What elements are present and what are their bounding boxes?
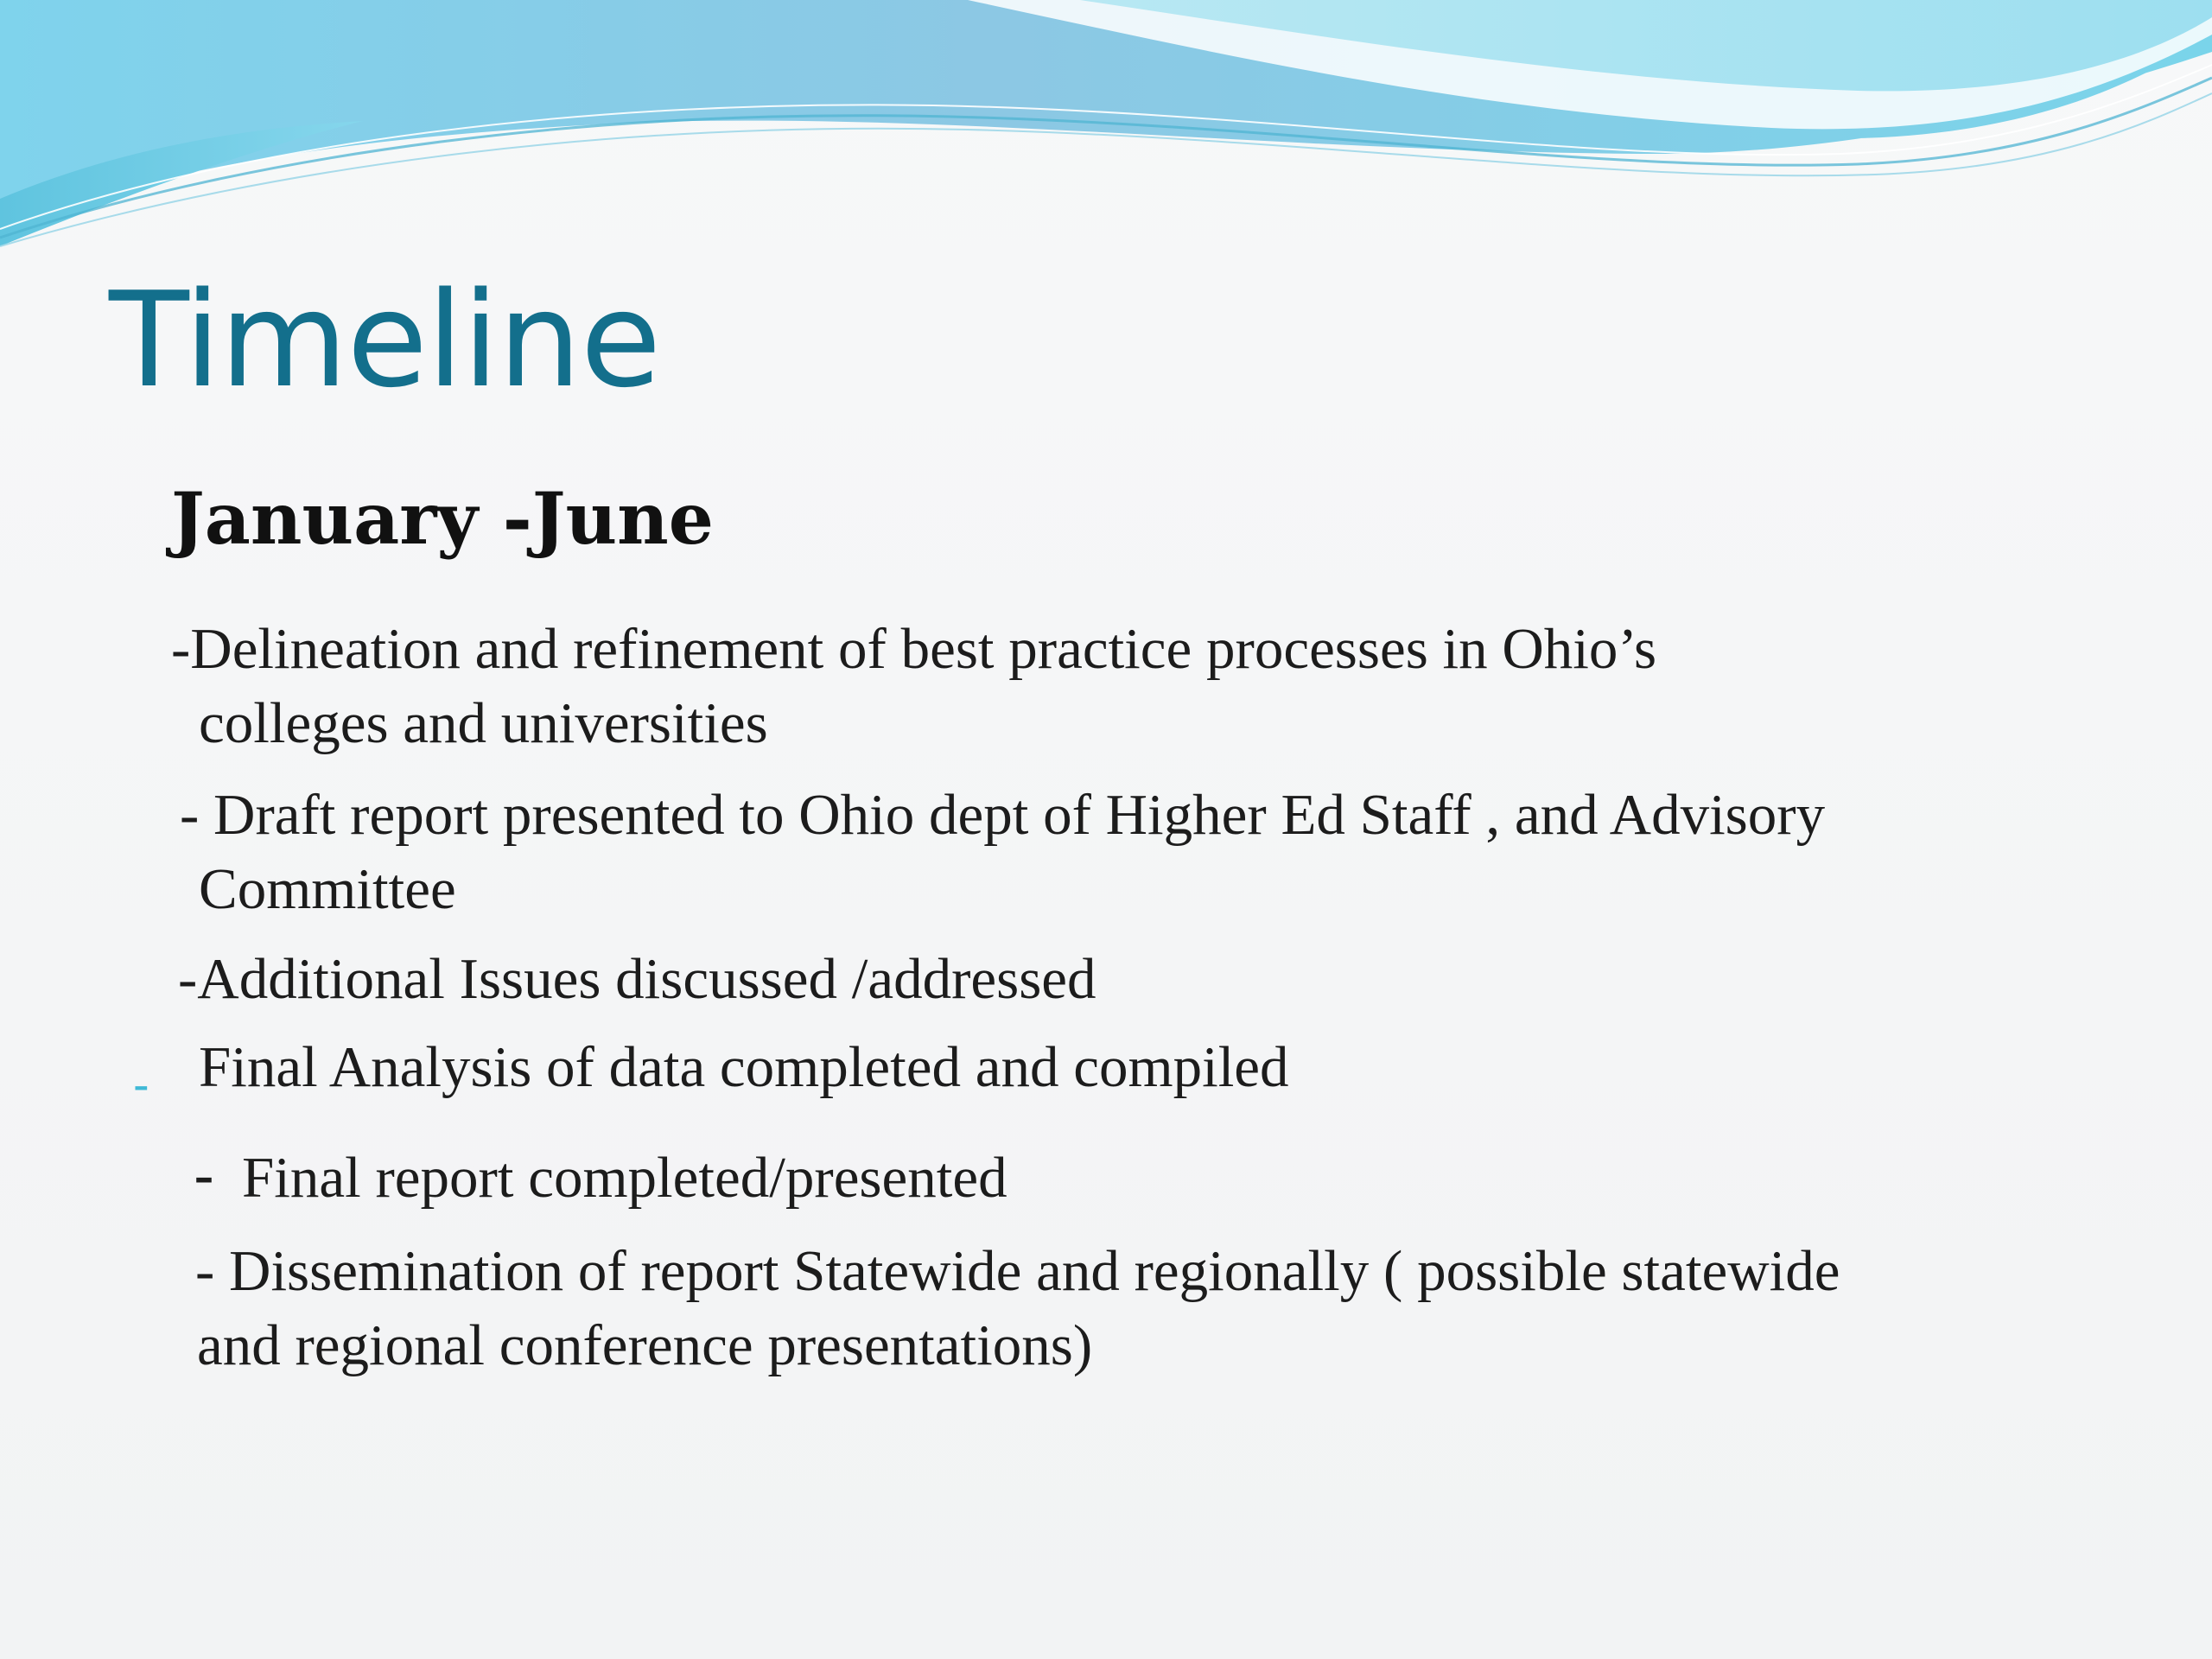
timeline-item-draft-report-line2: Committee xyxy=(199,857,456,921)
dash-marker: - xyxy=(194,1141,214,1211)
timeline-item-final-analysis: Final Analysis of data completed and compiled xyxy=(199,1035,1289,1099)
timeline-item-delineation-line1: -Delineation and refinement of best practice processes in Ohio’s xyxy=(171,617,1657,681)
bullet-dash-icon: - xyxy=(133,1057,149,1111)
timeline-item-final-report: Final report completed/presented xyxy=(242,1146,1007,1210)
timeline-period-heading: January -June xyxy=(171,478,714,561)
timeline-item-draft-report-line1: - Draft report presented to Ohio dept of Higher Ed Staff , and Advisory xyxy=(180,783,1826,847)
timeline-item-delineation-line2: colleges and universities xyxy=(199,691,768,755)
slide-title: Timeline xyxy=(109,264,661,416)
timeline-item-additional-issues: -Additional Issues discussed /addressed xyxy=(178,947,1096,1011)
wave-header-decoration xyxy=(0,0,2212,285)
timeline-item-dissemination-line1: - Dissemination of report Statewide and regionally ( possible statewide xyxy=(195,1239,1840,1303)
timeline-item-dissemination-line2: and regional conference presentations) xyxy=(197,1313,1093,1377)
